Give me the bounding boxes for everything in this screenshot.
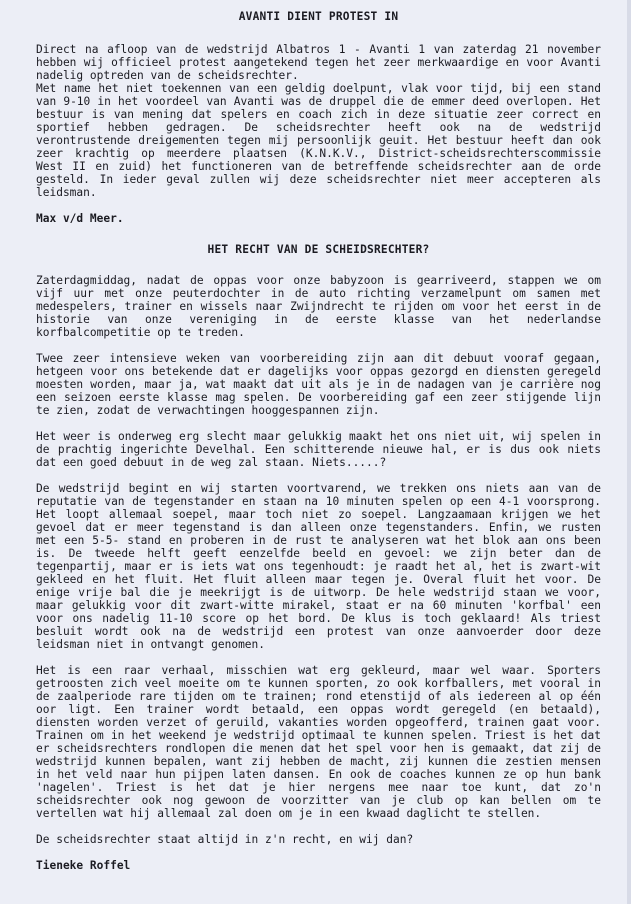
article-paragraph: Het is een raar verhaal, misschien wat erg gekleurd, maar wel waar. Sporters getroosten zich veel moeite om te kunnen sporten, zo ook korfballers, met vooral in de zaalperiode rare tijden om te trainen; rond etenstijd of als iedereen al op één oor ligt. Een trainer wordt betaald, een oppas wordt geregeld (en betaald), diensten worden verzet of geruild, vakanties worden opgeofferd, trainen gaat voor. Trainen om in het weekend je wedstrijd optimaal te kunnen spelen. Triest is het dat er scheidsrechters rondlopen die menen dat het spel voor hen is gemaakt, dat zij de wedstrijd kunnen bepalen, want zij hebben de macht, zij kunnen die zestien mensen in het veld naar hun pijpen laten dansen. En ook de coaches kunnen ze op hun bank 'nagelen'. Triest is het dat je hier nergens mee naar toe kunt, dat zo'n scheidsrechter ook nog gewoon de voorzitter van je club op kan bellen om te vertellen wat hij allemaal zal doen om je in een kwaad daglicht te stellen. (36, 664, 601, 820)
article-paragraph: Direct na afloop van de wedstrijd Albatros 1 - Avanti 1 van zaterdag 21 november hebben wij officieel protest aangetekend tegen het zeer merkwaardige en voor Avanti nadelig optreden van de scheidsrechter. (36, 43, 601, 82)
article-title: AVANTI DIENT PROTEST IN (238, 10, 399, 23)
article-paragraph: Met name het niet toekennen van een geldig doelpunt, vlak voor tijd, bij een stand van 9-10 in het voordeel van Avanti was de druppel die de emmer deed overlopen. Het bestuur is van mening dat spelers en coach zich in deze situatie zeer correct en sportief hebben gedragen. De scheidsrechter heeft ook na de wedstrijd verontrustende dreigementen tegen mij persoonlijk geuit. Het bestuur heeft dan ook zeer krachtig op meerdere plaatsen (K.N.K.V., District-scheidsrechterscommissie West II en zuid) het functioneren van de betreffende scheidsrechter aan de orde gesteld. In ieder geval zullen wij deze scheidsrechter niet meer accepteren als leidsman. (36, 82, 601, 199)
page-edge (627, 0, 631, 904)
article-paragraph: Zaterdagmiddag, nadat de oppas voor onze babyzoon is gearriveerd, stappen we om vijf uur met onze peuterdochter in de auto richting verzamelpunt om samen met medespelers, trainer en wissels naar Zwijndrecht te rijden om voor het eerst in de historie van onze vereniging in de eerste klasse van het nederlandse korfbalcompetitie op te treden. (36, 274, 601, 339)
author-signature: Max v/d Meer. (36, 212, 124, 225)
article-paragraph: Twee zeer intensieve weken van voorbereiding zijn aan dit debuut vooraf gegaan, hetgeen voor ons betekende dat er dagelijks voor oppas gezorgd en diensten geregeld moesten worden, maar ja, wat maakt dat uit als je in de nadagen van je carrière nog een seizoen eerste klasse mag spelen. De voorbereiding gaf een zeer stijgende lijn te zien, zodat de verwachtingen hooggespannen zijn. (36, 352, 601, 417)
closing-line: De scheidsrechter staat altijd in z'n recht, en wij dan? (36, 833, 414, 846)
author-signature: Tieneke Roffel (36, 859, 131, 872)
article-paragraph: Het weer is onderweg erg slecht maar gelukkig maakt het ons niet uit, wij spelen in de prachtig ingerichte Develhal. Een schitterende nieuwe hal, er is dus ook niets dat een goed debuut in de weg zal staan. Niets.....? (36, 430, 601, 469)
article-paragraph: De wedstrijd begint en wij starten voortvarend, we trekken ons niets aan van de reputatie van de tegenstander en staan na 10 minuten spelen op een 4-1 voorsprong. Het loopt allemaal soepel, maar toch niet zo soepel. Langzaamaan krijgen we het gevoel dat er meer tegenstand is dan alleen onze tegenstanders. Enfin, we rusten met een 5-5- stand en proberen in de rust te analyseren wat het blok aan ons been is. De tweede helft geeft eenzelfde beeld en gevoel: we zijn beter dan de tegenpartij, maar er is iets wat ons tegenhoudt: je raadt het al, het is zwart-wit gekleed en het fluit. Het fluit alleen maar tegen je. Overal fluit het voor. De enige vrije bal die je meekrijgt is de uitworp. De hele wedstrijd staan we voor, maar gelukkig voor dit zwart-witte mirakel, staat er na 60 minuten 'korfbal' een voor ons nadelig 11-10 score op het bord. De klus is toch geklaard! Als triest besluit wordt ook na de wedstrijd een protest van onze aanvoerder door deze leidsman niet in ontvangt genomen. (36, 482, 601, 651)
article-title: HET RECHT VAN DE SCHEIDSRECHTER? (207, 243, 430, 256)
